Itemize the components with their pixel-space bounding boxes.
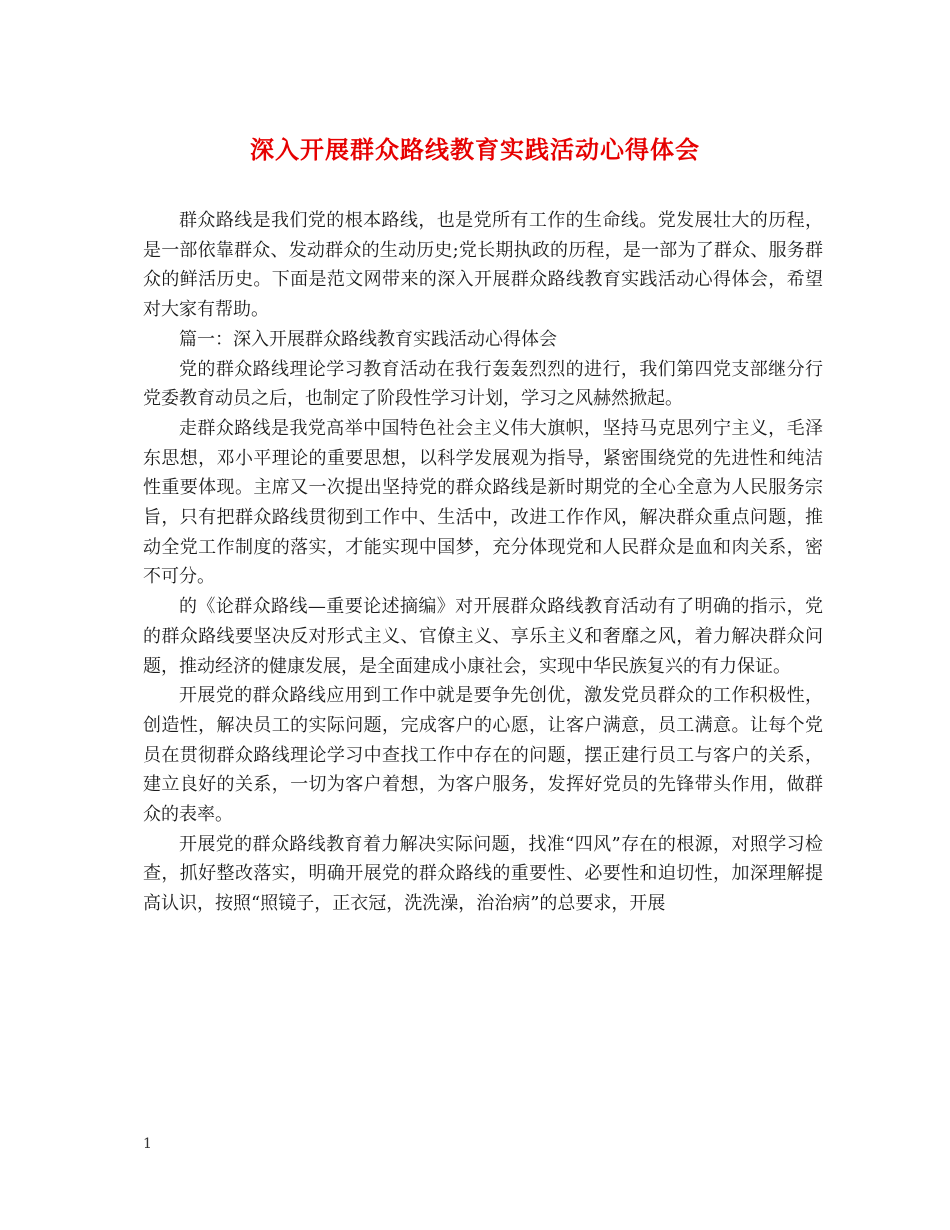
document-body xyxy=(143,206,823,919)
section-heading: 篇一：深入开展群众路线教育实践活动心得体会 xyxy=(179,328,557,350)
paragraph: 党的群众路线理论学习教育活动在我行轰轰烈烈的进行，我们第四党支部继分行党委教育动员之后，也制定了阶段性学习计划，学习之风赫然掀起。 xyxy=(143,358,823,410)
page-number: 1 xyxy=(143,1136,152,1152)
paragraph: 走群众路线是我党高举中国特色社会主义伟大旗帜，坚持马克思列宁主义，毛泽东思想，邓小平理论的重要思想，以科学发展观为指导，紧密围绕党的先进性和纯洁性重要体现。主席又一次提出坚持党的群众路线是新时期党的全心全意为人民服务宗旨，只有把群众路线贯彻到工作中、生活中，改进工作作风，解决群众重点问题，推动全党工作制度的落实，才能实现中国梦，充分体现党和人民群众是血和肉关系，密不可分。 xyxy=(143,417,823,588)
document-title: 深入开展群众路线教育实践活动心得体会 xyxy=(250,136,700,164)
paragraph: 的《论群众路线—重要论述摘编》对开展群众路线教育活动有了明确的指示，党的群众路线要坚决反对形式主义、官僚主义、享乐主义和奢靡之风，着力解决群众问题，推动经济的健康发展，是全面建成小康社会，实现中华民族复兴的有力保证。 xyxy=(143,596,823,677)
paragraph: 开展党的群众路线应用到工作中就是要争先创优，激发党员群众的工作积极性，创造性，解决员工的实际问题，完成客户的心愿，让客户满意，员工满意。让每个党员在贯彻群众路线理论学习中查找工作中存在的问题，摆正建行员工与客户的关系，建立良好的关系，一切为客户着想，为客户服务，发挥好党员的先锋带头作用，做群众的表率。 xyxy=(143,685,823,826)
paragraph-intro: 群众路线是我们党的根本路线，也是党所有工作的生命线。党发展壮大的历程，是一部依靠群众、发动群众的生动历史;党长期执政的历程，是一部为了群众、服务群众的鲜活历史。下面是范文网带来的深入开展群众路线教育实践活动心得体会，希望对大家有帮助。 xyxy=(143,210,823,321)
paragraph: 开展党的群众路线教育着力解决实际问题，找准“四风”存在的根源，对照学习检查，抓好整改落实，明确开展党的群众路线的重要性、必要性和迫切性，加深理解提高认识，按照“照镜子，正衣冠，洗洗澡，治治病”的总要求，开展 xyxy=(143,833,823,915)
